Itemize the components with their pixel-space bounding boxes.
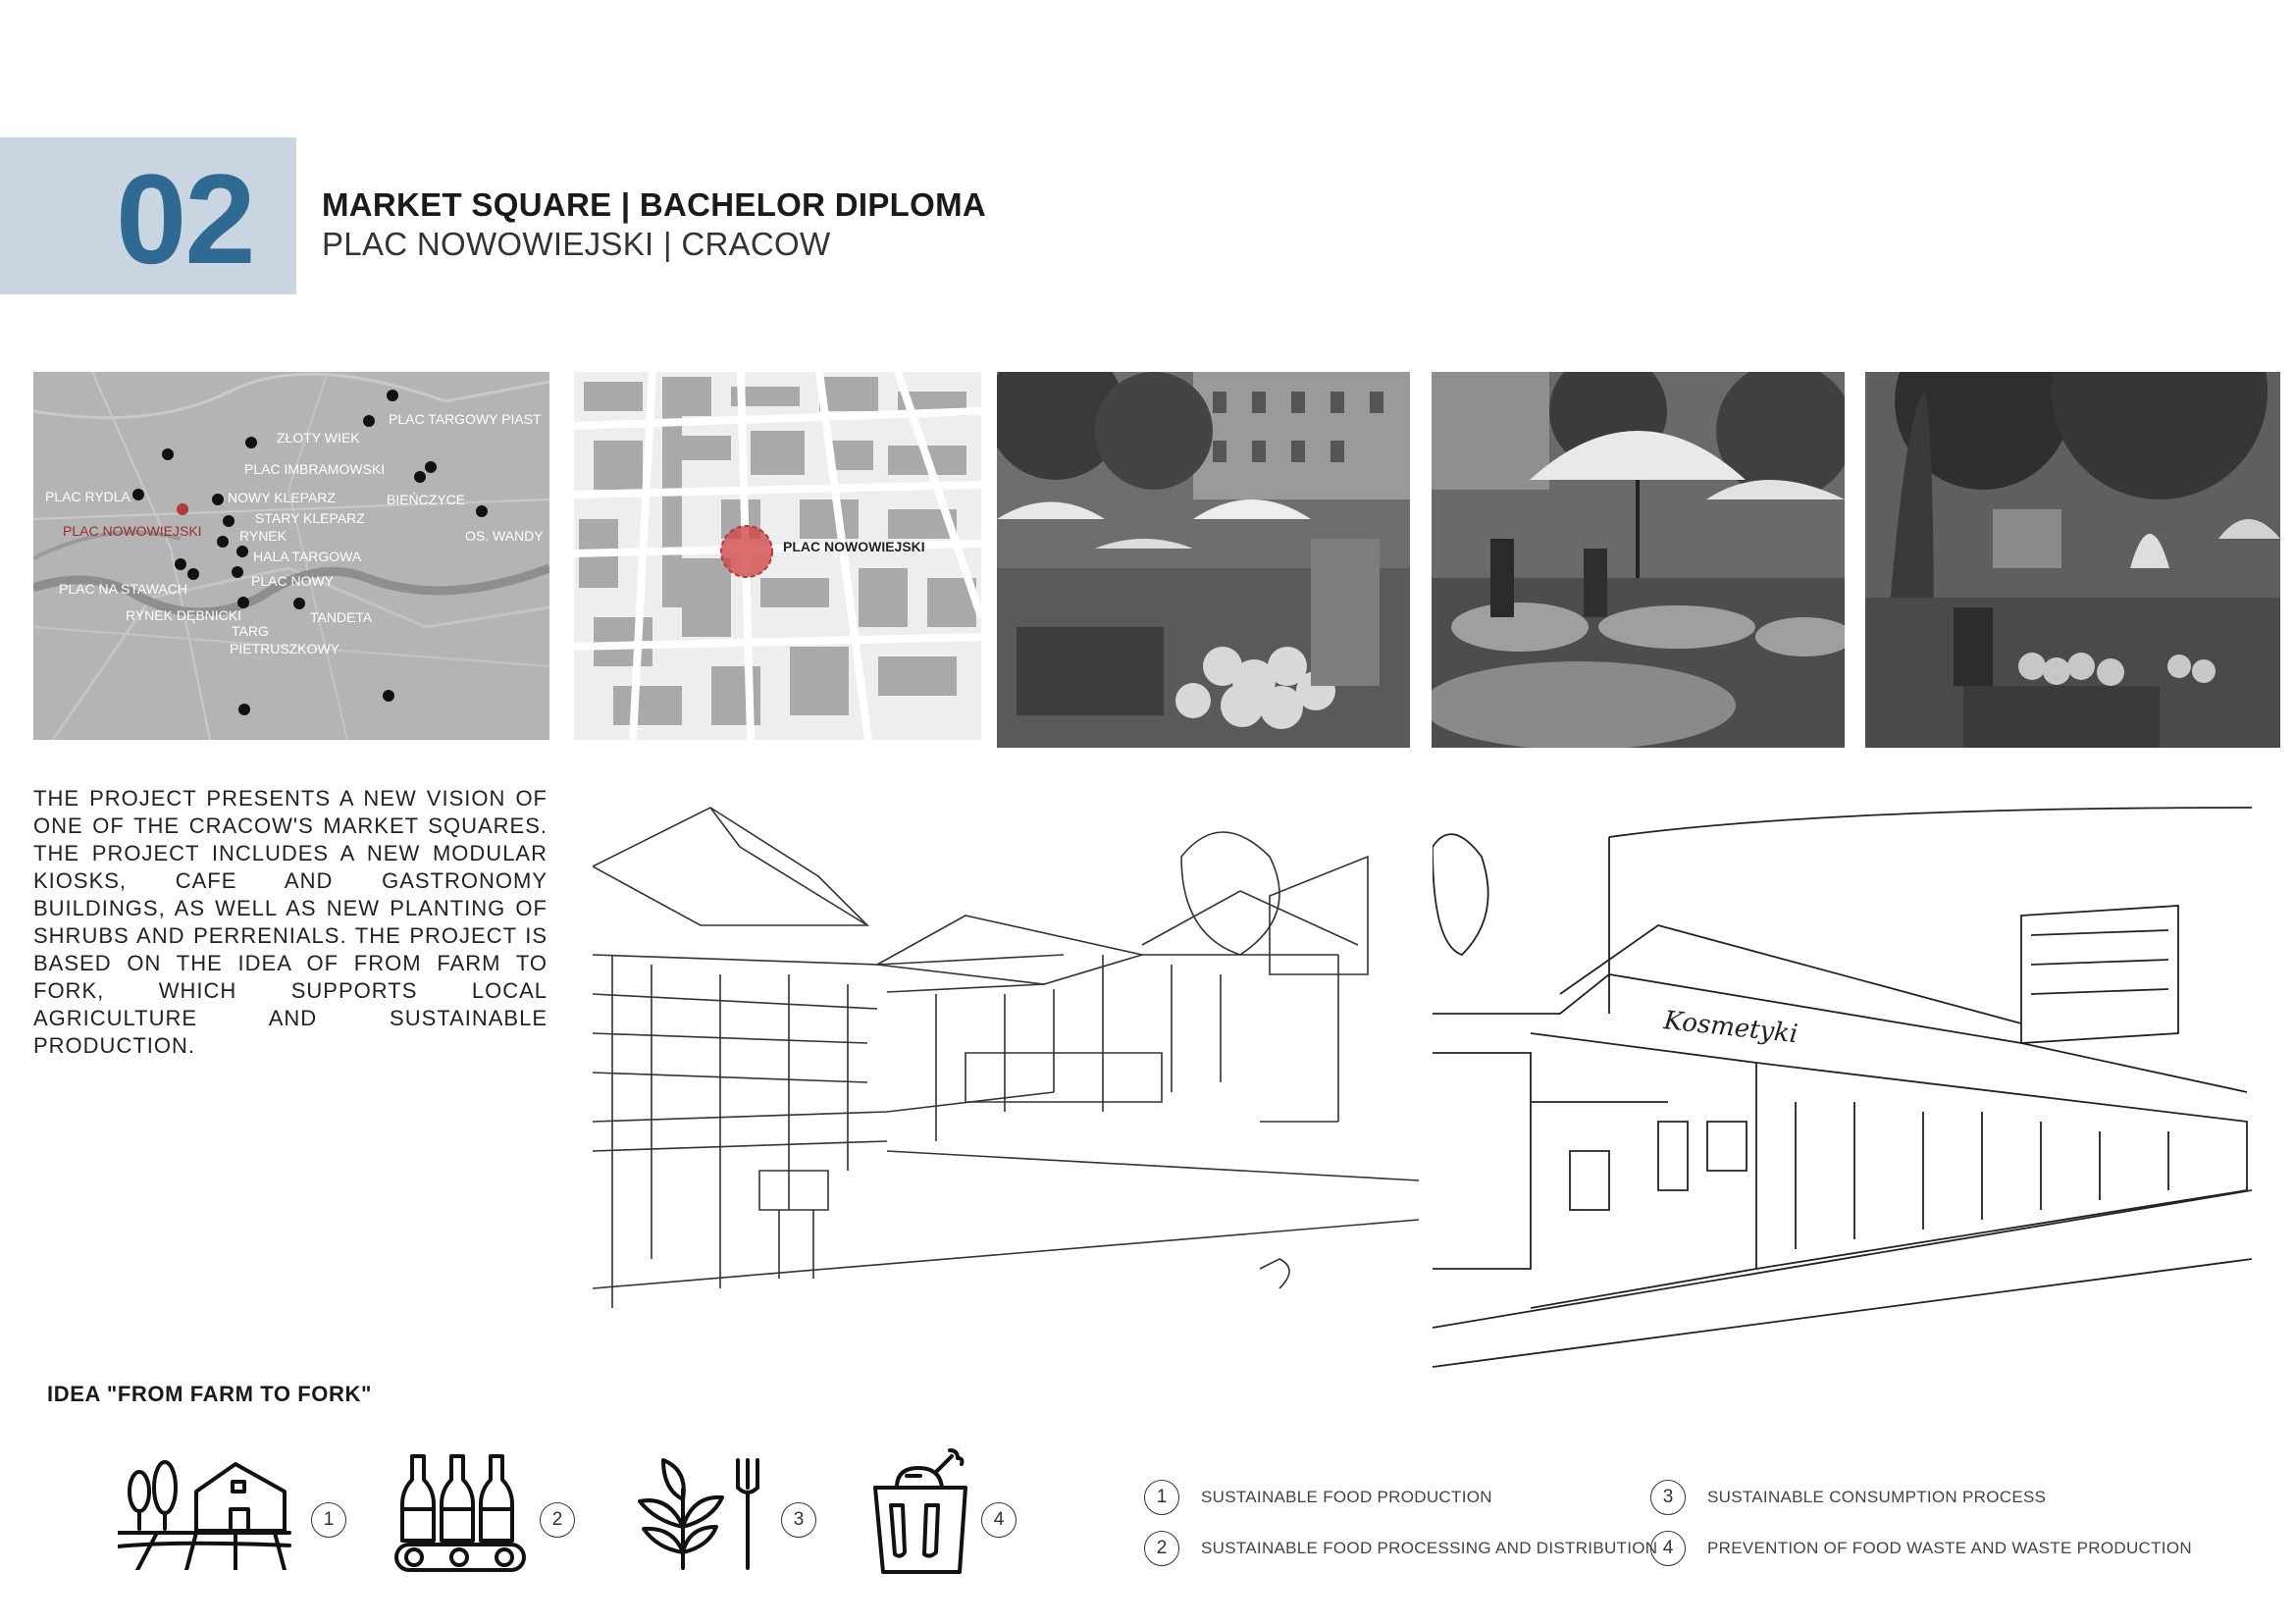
icon-number-1: 1	[311, 1502, 346, 1538]
page-subtitle: PLAC NOWOWIEJSKI | CRACOW	[322, 226, 831, 262]
kiosk-sign: Kosmetyki	[1662, 1006, 1799, 1050]
svg-text:NOWY KLEPARZ: NOWY KLEPARZ	[228, 490, 336, 505]
farm-icon	[118, 1452, 294, 1570]
legend-text-1: SUSTAINABLE FOOD PRODUCTION	[1201, 1488, 1492, 1506]
svg-text:STARY KLEPARZ: STARY KLEPARZ	[255, 510, 365, 526]
icon-number-4: 4	[981, 1502, 1017, 1538]
svg-text:RYNEK DĘBNICKI: RYNEK DĘBNICKI	[126, 607, 241, 623]
page-title: MARKET SQUARE | BACHELOR DIPLOMA	[322, 186, 986, 223]
legend-text-2: SUSTAINABLE FOOD PROCESSING AND DISTRIBUTION	[1201, 1539, 1658, 1557]
svg-text:PLAC TARGOWY PIAST: PLAC TARGOWY PIAST	[389, 411, 542, 427]
waste-bin-icon	[867, 1446, 985, 1578]
svg-text:PLAC NOWOWIEJSKI: PLAC NOWOWIEJSKI	[63, 523, 202, 539]
legend-number-2: 2	[1144, 1531, 1179, 1566]
site-plan	[574, 372, 981, 740]
section-number: 02	[116, 147, 254, 290]
svg-text:PLAC NA STAWACH: PLAC NA STAWACH	[59, 581, 187, 597]
svg-text:RYNEK: RYNEK	[239, 528, 287, 544]
site-marker	[721, 526, 772, 577]
svg-text:TARG: TARG	[232, 623, 269, 639]
market-photo-1	[997, 372, 1410, 748]
legend-number-1: 1	[1144, 1480, 1179, 1515]
plac-nowowiejski-pin	[177, 503, 188, 515]
bottles-icon	[392, 1450, 530, 1574]
legend-number-4: 4	[1650, 1531, 1686, 1566]
market-sketch-2	[1433, 798, 2252, 1387]
idea-heading: IDEA "FROM FARM TO FORK"	[47, 1382, 373, 1406]
svg-text:HALA TARGOWA: HALA TARGOWA	[253, 549, 362, 564]
icon-number-3: 3	[781, 1502, 816, 1538]
legend-text-3: SUSTAINABLE CONSUMPTION PROCESS	[1707, 1488, 2047, 1506]
project-description: THE PROJECT PRESENTS A NEW VISION OF ONE OF THE CRACOW'S MARKET SQUARES. THE PROJECT INCLUDES A NEW MODULAR KIOSKS, CAFE AND GASTRONOMY BUILDINGS, AS WELL AS NEW PLANTING OF SHRUBS AND PERRENIALS. THE PROJECT IS BASED ON THE IDEA OF FROM FARM TO FORK, WHICH SUPPORTS LOCAL AGRICULTURE AND SUSTAINABLE PRODUCTION.	[33, 786, 548, 1058]
svg-text:BIEŃCZYCE: BIEŃCZYCE	[387, 492, 466, 507]
svg-text:PLAC RYDLA: PLAC RYDLA	[45, 489, 130, 504]
site-label: PLAC NOWOWIEJSKI	[783, 539, 925, 554]
svg-text:PLAC NOWY: PLAC NOWY	[251, 573, 335, 589]
legend-number-3: 3	[1650, 1480, 1686, 1515]
city-map	[33, 372, 549, 740]
market-photo-2	[1432, 372, 1845, 748]
svg-text:ZŁOTY WIEK: ZŁOTY WIEK	[277, 430, 360, 445]
svg-text:TANDETA: TANDETA	[310, 609, 373, 625]
legend-text-4: PREVENTION OF FOOD WASTE AND WASTE PRODUCTION	[1707, 1539, 2192, 1557]
svg-text:PIETRUSZKOWY: PIETRUSZKOWY	[230, 641, 340, 656]
market-sketch-1	[593, 798, 1419, 1318]
svg-text:OS. WANDY: OS. WANDY	[465, 528, 544, 544]
svg-text:PLAC IMBRAMOWSKI: PLAC IMBRAMOWSKI	[244, 461, 386, 477]
icon-number-2: 2	[540, 1502, 575, 1538]
market-photo-3	[1865, 372, 2280, 748]
leaf-fork-icon	[634, 1450, 761, 1574]
